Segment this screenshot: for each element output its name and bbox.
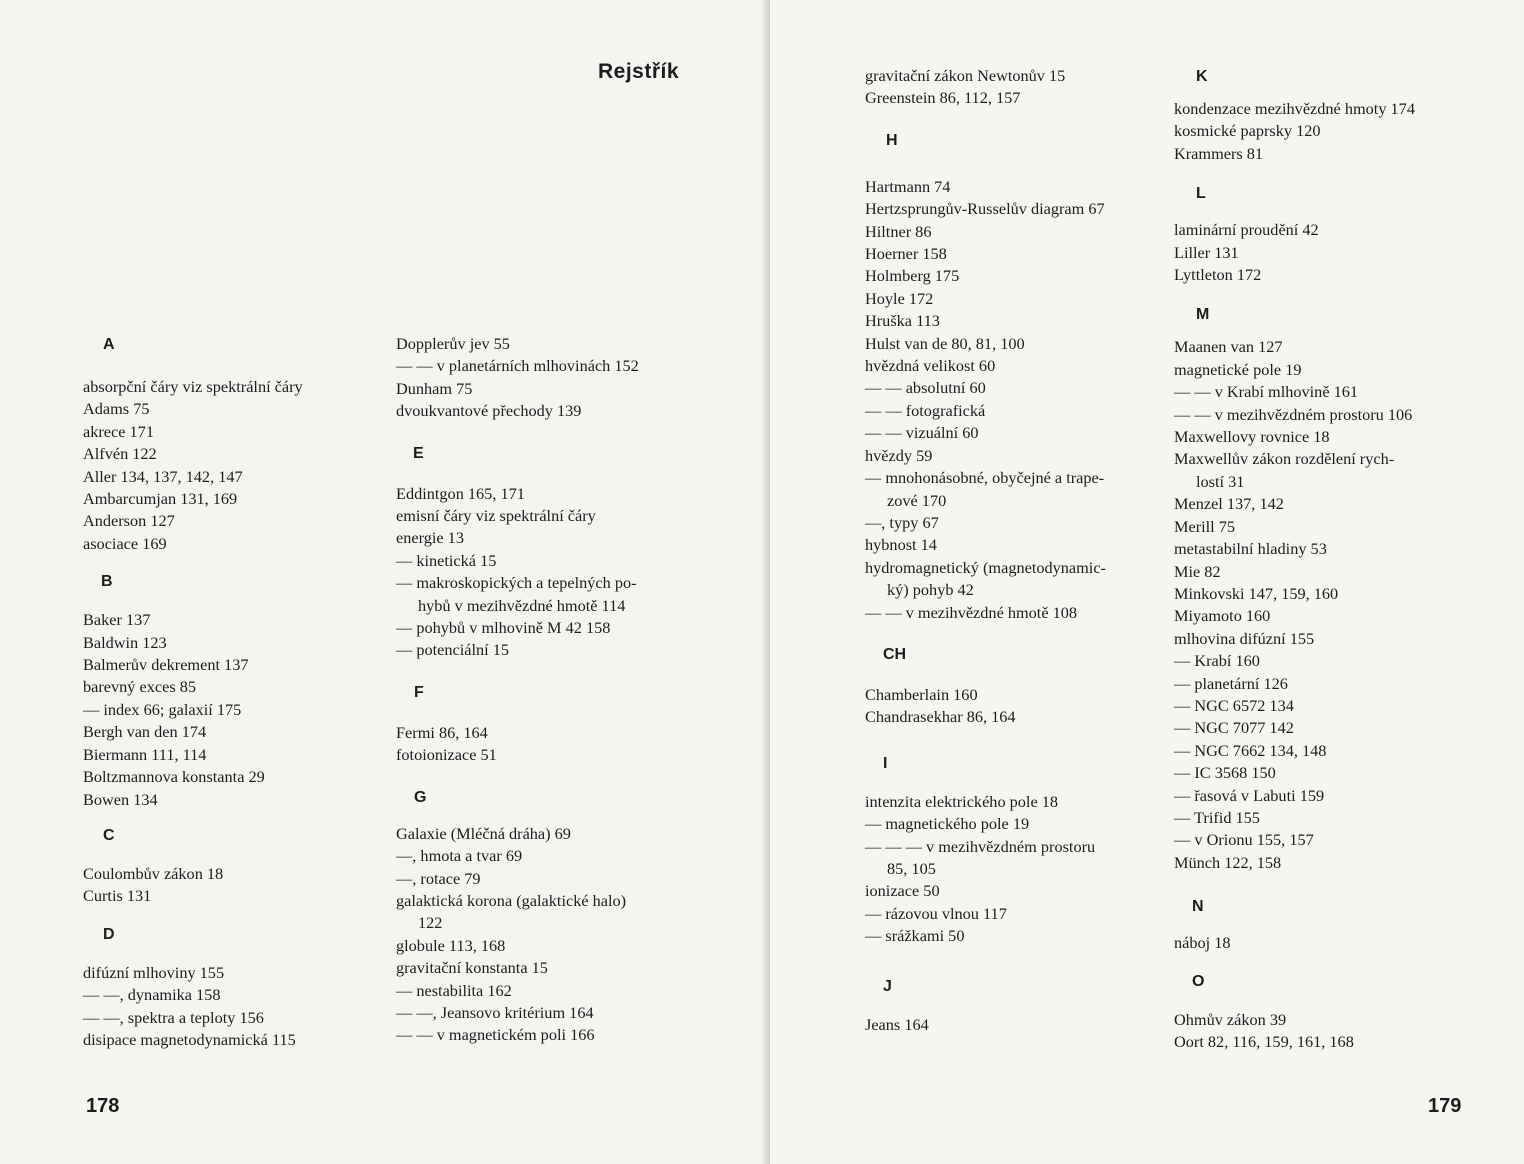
- index-entry: Chamberlain 160: [865, 684, 978, 704]
- index-entry: Dopplerův jev 55: [396, 334, 510, 353]
- section-a-entries: [83, 376, 368, 555]
- index-entry: barevný exces 85: [83, 677, 197, 697]
- index-entry: disipace magnetodynamická 115: [83, 1029, 296, 1049]
- entry-continuation: 122: [418, 913, 443, 933]
- index-entry: difúzní mlhoviny 155: [83, 962, 225, 982]
- section-e-entries: [396, 483, 682, 662]
- section-d-continued-entries: [396, 333, 682, 423]
- index-entry: Adams 75: [83, 399, 150, 419]
- entry-first-line: hydromagnetický (magnetodynamic-: [865, 557, 1106, 577]
- section-letter-b: B: [101, 573, 113, 591]
- index-entry: mlhovina difúzní 155: [1174, 628, 1315, 648]
- index-entry-wrapped: [865, 836, 1155, 881]
- section-letter-o: O: [1192, 972, 1205, 990]
- index-entry: — NGC 7077 142: [1174, 718, 1294, 738]
- section-letter-n: N: [1192, 898, 1204, 916]
- entry-continuation: hybů v mezihvězdné hmotě 114: [418, 595, 626, 615]
- section-letter-i: I: [883, 754, 888, 772]
- index-entry: — pohybů v mlhovině M 42 158: [396, 618, 611, 638]
- entry-continuation: lostí 31: [1196, 471, 1245, 491]
- section-g-entries: [396, 823, 682, 1047]
- index-entry: asociace 169: [83, 533, 167, 553]
- index-entry: — — fotografická: [865, 400, 986, 420]
- index-entry: —, typy 67: [865, 512, 939, 532]
- index-entry: magnetické pole 19: [1174, 359, 1302, 379]
- index-entry: Hulst van de 80, 81, 100: [865, 333, 1025, 353]
- index-entry: Holmberg 175: [865, 266, 960, 286]
- section-j-entries: [865, 1014, 1155, 1036]
- section-h-entries: [865, 176, 1155, 624]
- section-m-entries: [1174, 336, 1464, 874]
- index-entry: hvězdy 59: [865, 445, 933, 465]
- index-entry: Balmerův dekrement 137: [83, 655, 249, 675]
- index-entry: kosmické paprsky 120: [1174, 121, 1321, 141]
- index-entry: — srážkami 50: [865, 926, 965, 946]
- index-entry: Baldwin 123: [83, 632, 167, 652]
- index-entry: Boltzmannova konstanta 29: [83, 767, 265, 787]
- index-entry: — — v mezihvězdné hmotě 108: [865, 602, 1078, 622]
- index-entry: — — vizuální 60: [865, 423, 979, 443]
- index-entry: gravitační zákon Newtonův 15: [865, 66, 1066, 85]
- index-column-2: [396, 333, 682, 1047]
- section-g-continued-entries: [865, 65, 1155, 110]
- index-column-3: [865, 65, 1155, 1036]
- index-entry-wrapped: [396, 572, 682, 617]
- index-entry: — — absolutní 60: [865, 378, 986, 398]
- entry-first-line: galaktická korona (galaktické halo): [396, 890, 627, 910]
- index-entry: Hiltner 86: [865, 221, 932, 241]
- index-entry-wrapped: [865, 557, 1155, 602]
- index-entry: Merill 75: [1174, 516, 1236, 536]
- index-entry: Menzel 137, 142: [1174, 494, 1284, 514]
- index-entry: kondenzace mezihvězdné hmoty 174: [1174, 99, 1415, 118]
- section-letter-e: E: [413, 444, 424, 462]
- section-f-entries: [396, 722, 682, 767]
- index-entry-wrapped: [396, 890, 682, 935]
- section-d-entries: [83, 962, 368, 1052]
- index-entry: Lyttleton 172: [1174, 265, 1262, 285]
- index-entry: — NGC 6572 134: [1174, 695, 1294, 715]
- index-entry: Ambarcumjan 131, 169: [83, 489, 238, 509]
- index-entry: fotoionizace 51: [396, 745, 497, 765]
- index-entry: — planetární 126: [1174, 673, 1288, 693]
- index-entry: — řasová v Labuti 159: [1174, 785, 1325, 805]
- section-o-entries: [1174, 1009, 1464, 1054]
- index-entry: — — v planetárních mlhovinách 152: [396, 356, 639, 376]
- index-entry: Miyamoto 160: [1174, 606, 1271, 626]
- entry-continuation: 85, 105: [887, 858, 936, 878]
- index-entry: energie 13: [396, 528, 464, 548]
- index-entry: — rázovou vlnou 117: [865, 903, 1007, 923]
- index-entry: Liller 131: [1174, 242, 1239, 262]
- index-entry: — — v mezihvězdném prostoru 106: [1174, 404, 1413, 424]
- index-entry-wrapped: [1174, 448, 1464, 493]
- entry-continuation: ký) pohyb 42: [887, 580, 974, 600]
- index-entry: ionizace 50: [865, 881, 940, 901]
- index-entry: gravitační konstanta 15: [396, 958, 548, 978]
- index-entry: Minkovski 147, 159, 160: [1174, 583, 1339, 603]
- index-entry: — Trifid 155: [1174, 807, 1260, 827]
- index-entry: — IC 3568 150: [1174, 763, 1276, 783]
- index-entry-wrapped: [865, 467, 1155, 512]
- section-b-entries: [83, 609, 368, 811]
- index-entry: —, rotace 79: [396, 868, 481, 888]
- index-entry: Bergh van den 174: [83, 722, 207, 742]
- index-entry: Hoyle 172: [865, 288, 934, 308]
- section-letter-l: L: [1196, 185, 1206, 203]
- page-number: 178: [86, 1095, 120, 1117]
- index-entry: — — v magnetickém poli 166: [396, 1025, 595, 1045]
- index-entry: Anderson 127: [83, 511, 175, 531]
- index-entry: — — v Krabí mlhovině 161: [1174, 382, 1359, 402]
- index-entry: — v Orionu 155, 157: [1174, 830, 1314, 850]
- index-entry: Münch 122, 158: [1174, 852, 1282, 872]
- index-entry: — NGC 7662 134, 148: [1174, 740, 1327, 760]
- index-entry: Krammers 81: [1174, 143, 1264, 163]
- index-entry: náboj 18: [1174, 933, 1231, 953]
- index-entry: Mie 82: [1174, 561, 1221, 581]
- section-k-entries: [1174, 98, 1464, 165]
- section-ch-entries: [865, 684, 1155, 729]
- section-c-entries: [83, 863, 368, 908]
- index-entry: Eddintgon 165, 171: [396, 483, 525, 503]
- section-i-entries: [865, 791, 1155, 948]
- index-entry: Galaxie (Mléčná dráha) 69: [396, 823, 571, 843]
- index-entry: emisní čáry viz spektrální čáry: [396, 506, 596, 526]
- section-letter-h: H: [886, 131, 898, 149]
- section-letter-a: A: [103, 336, 115, 353]
- index-entry: — potenciální 15: [396, 640, 510, 660]
- page-header: Rejstřík: [598, 60, 680, 83]
- index-entry: Curtis 131: [83, 886, 152, 906]
- section-letter-g: G: [414, 788, 427, 806]
- index-entry: intenzita elektrického pole 18: [865, 791, 1059, 811]
- index-entry: Hruška 113: [865, 311, 940, 331]
- index-entry: Ohmův zákon 39: [1174, 1009, 1287, 1029]
- section-letter-c: C: [103, 826, 115, 844]
- index-entry: Biermann 111, 114: [83, 744, 207, 764]
- index-entry: hybnost 14: [865, 535, 937, 555]
- index-entry: dvoukvantové přechody 139: [396, 401, 582, 421]
- index-entry: absorpční čáry viz spektrální čáry: [83, 377, 303, 396]
- index-column-4: [1174, 66, 1464, 1053]
- entry-first-line: — — — v mezihvězdném prostoru: [865, 836, 1096, 856]
- index-entry: Hoerner 158: [865, 244, 947, 264]
- index-entry: — Krabí 160: [1174, 651, 1260, 671]
- index-entry: akrece 171: [83, 421, 154, 441]
- section-l-entries: [1174, 219, 1464, 286]
- index-entry: Maxwellovy rovnice 18: [1174, 427, 1330, 447]
- page-number: 179: [1428, 1095, 1462, 1117]
- index-entry: Coulombův zákon 18: [83, 863, 224, 883]
- section-letter-f: F: [414, 683, 424, 701]
- section-letter-ch: CH: [883, 645, 907, 663]
- index-entry: — —, Jeansovo kritérium 164: [396, 1002, 594, 1022]
- section-n-entries: [1174, 932, 1464, 954]
- right-page: [770, 0, 1524, 1164]
- index-entry: — magnetického pole 19: [865, 814, 1030, 834]
- entry-first-line: — mnohonásobné, obyčejné a trape-: [865, 468, 1105, 488]
- entry-continuation: zové 170: [887, 490, 947, 510]
- entry-first-line: Maxwellův zákon rozdělení rych-: [1174, 449, 1395, 469]
- index-entry: Chandrasekhar 86, 164: [865, 707, 1016, 727]
- index-entry: — index 66; galaxií 175: [83, 699, 242, 719]
- index-entry: globule 113, 168: [396, 935, 506, 955]
- index-entry: — —, spektra a teploty 156: [83, 1007, 264, 1027]
- index-entry: —, hmota a tvar 69: [396, 846, 523, 866]
- index-entry: Bowen 134: [83, 789, 158, 809]
- index-entry: Baker 137: [83, 610, 151, 630]
- index-entry: Dunham 75: [396, 378, 473, 398]
- index-entry: — kinetická 15: [396, 550, 497, 570]
- index-column-1: [83, 334, 368, 1051]
- index-entry: Hertzsprungův-Russelův diagram 67: [865, 199, 1105, 219]
- index-entry: metastabilní hladiny 53: [1174, 539, 1327, 559]
- index-entry: Jeans 164: [865, 1014, 929, 1034]
- index-entry: laminární proudění 42: [1174, 220, 1319, 240]
- index-entry: Alfvén 122: [83, 444, 157, 464]
- entry-first-line: — makroskopických a tepelných po-: [396, 573, 637, 593]
- index-entry: — —, dynamika 158: [83, 985, 221, 1005]
- index-entry: Hartmann 74: [865, 176, 951, 196]
- index-entry: Fermi 86, 164: [396, 722, 488, 742]
- index-entry: Maanen van 127: [1174, 337, 1283, 357]
- index-entry: hvězdná velikost 60: [865, 356, 996, 376]
- index-entry: Oort 82, 116, 159, 161, 168: [1174, 1032, 1354, 1051]
- section-letter-d: D: [103, 925, 115, 943]
- index-entry: Greenstein 86, 112, 157: [865, 88, 1021, 108]
- section-letter-m: M: [1196, 306, 1210, 324]
- section-letter-j: J: [883, 977, 892, 995]
- section-letter-k: K: [1196, 68, 1208, 85]
- index-entry: — nestabilita 162: [396, 980, 512, 1000]
- index-entry: Aller 134, 137, 142, 147: [83, 466, 243, 486]
